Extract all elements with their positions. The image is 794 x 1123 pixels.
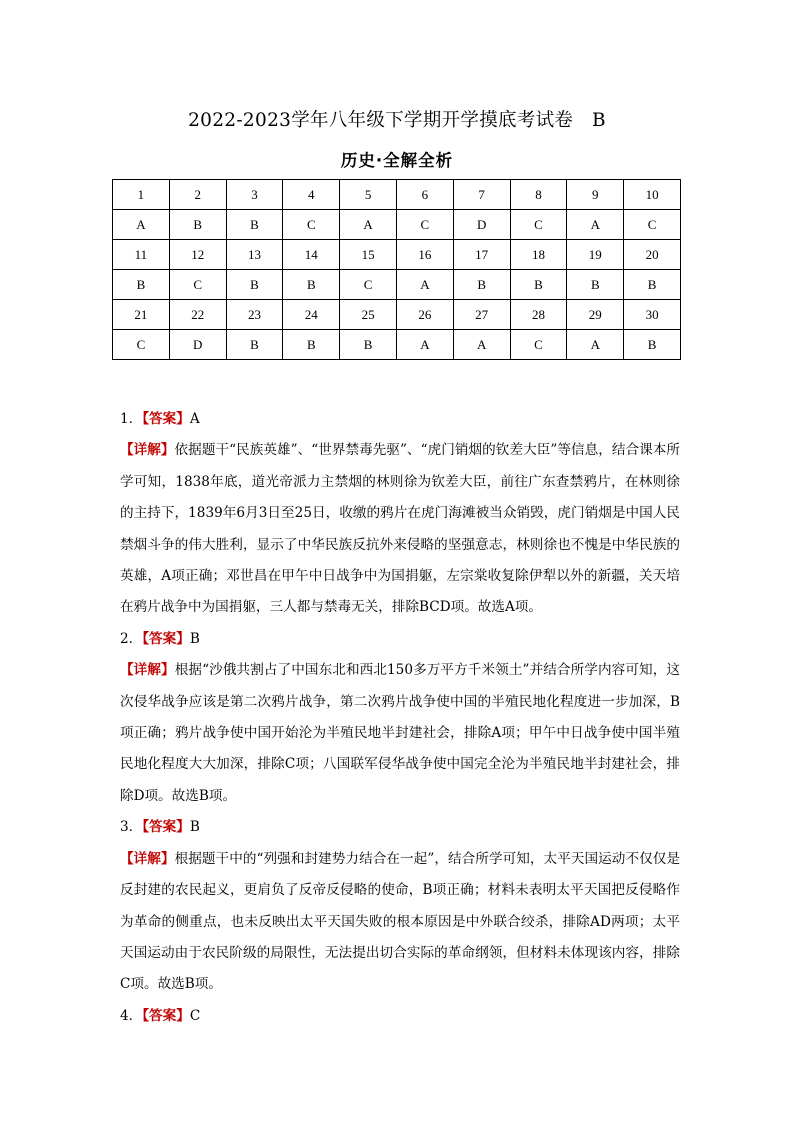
table-cell: B [510, 270, 567, 300]
table-cell: 9 [567, 180, 624, 210]
table-cell: 1 [113, 180, 170, 210]
table-cell: 13 [226, 240, 283, 270]
table-cell: 2 [169, 180, 226, 210]
table-cell: 12 [169, 240, 226, 270]
table-cell: 11 [113, 240, 170, 270]
table-cell: 18 [510, 240, 567, 270]
table-cell: 8 [510, 180, 567, 210]
answer-value: A [189, 411, 200, 427]
question-1-answer [120, 404, 680, 435]
question-1-detail [120, 435, 680, 623]
table-cell: C [283, 210, 340, 240]
table-cell: 26 [396, 300, 453, 330]
table-cell: B [567, 270, 624, 300]
table-row [113, 240, 681, 270]
table-cell: 19 [567, 240, 624, 270]
table-cell: 3 [226, 180, 283, 210]
table-cell: B [624, 330, 681, 360]
table-cell: C [169, 270, 226, 300]
table-cell: B [624, 270, 681, 300]
detail-tag: 【详解】 [120, 442, 175, 459]
table-cell: 5 [340, 180, 397, 210]
table-cell: 21 [113, 300, 170, 330]
answer-value: C [189, 1007, 201, 1024]
answer-tag: 【答案】 [142, 819, 190, 836]
table-row [113, 210, 681, 240]
question-3-detail [120, 844, 680, 1001]
table-cell: D [169, 330, 226, 360]
table-cell: A [396, 270, 453, 300]
table-cell: A [567, 330, 624, 360]
detail-text: 根据题干中的“列强和封建势力结合在一起”，结合所学可知，太平天国运动不仅仅是反封建的农民起义，更肩负了反帝反侵略的使命，B项正确；材料未表明太平天国把反侵略作为革命的侧重点，也未反映出太平天国失败的根本原因是中外联合绞杀，排除AD两项；太平天国运动由于农民阶级的局限性，无法提出切合实际的革命纲领，但材料未体现该内容，排除C项。故选B项。 [120, 850, 680, 993]
table-cell: C [113, 330, 170, 360]
question-number: 3． [120, 819, 143, 836]
table-cell: 17 [453, 240, 510, 270]
detail-tag: 【详解】 [120, 662, 175, 679]
page-subtitle: 历史·全解全析 [340, 151, 454, 170]
answer-tag: 【答案】 [142, 1007, 190, 1024]
question-3-answer [120, 812, 680, 843]
table-cell: 10 [624, 180, 681, 210]
table-cell: B [113, 270, 170, 300]
table-row [113, 330, 681, 360]
answer-value: B [189, 630, 200, 647]
table-cell: 29 [567, 300, 624, 330]
answer-table [112, 179, 681, 360]
table-cell: B [283, 330, 340, 360]
table-cell: B [453, 270, 510, 300]
answer-value: B [189, 819, 200, 836]
explanations [120, 404, 680, 1032]
table-cell: 4 [283, 180, 340, 210]
table-cell: C [510, 330, 567, 360]
table-cell: 22 [169, 300, 226, 330]
table-cell: A [340, 210, 397, 240]
detail-text: 根据“沙俄共割占了中国东北和西北150多万平方千米领土”并结合所学内容可知，这次侵华战争应该是第二次鸦片战争，第二次鸦片战争使中国的半殖民地化程度进一步加深，B项正确；鸦片战争使中国开始沦为半殖民地半封建社会，排除A项；甲午中日战争使中国半殖民地化程度大大加深，排除C项；八国联军侵华战争使中国完全沦为半殖民地半封建社会，排除D项。故选B项。 [120, 662, 680, 804]
table-cell: 23 [226, 300, 283, 330]
table-cell: A [453, 330, 510, 360]
table-cell: 24 [283, 300, 340, 330]
question-2-answer [120, 624, 680, 655]
table-cell: 28 [510, 300, 567, 330]
table-cell: C [340, 270, 397, 300]
table-cell: B [340, 330, 397, 360]
question-4-answer [120, 1001, 680, 1032]
question-number: 4． [120, 1007, 143, 1024]
table-cell: 30 [624, 300, 681, 330]
table-cell: C [396, 210, 453, 240]
detail-tag: 【详解】 [120, 850, 175, 867]
question-number: 1． [120, 411, 143, 427]
table-cell: A [113, 210, 170, 240]
table-cell: 15 [340, 240, 397, 270]
table-cell: 20 [624, 240, 681, 270]
table-row [113, 270, 681, 300]
table-cell: C [510, 210, 567, 240]
table-cell: B [169, 210, 226, 240]
table-cell: B [226, 330, 283, 360]
page-title: 2022-2023学年八年级下学期开学摸底考试卷 B [188, 110, 606, 131]
table-cell: 14 [283, 240, 340, 270]
table-row [113, 300, 681, 330]
question-number: 2． [120, 630, 143, 647]
question-2-detail [120, 655, 680, 812]
detail-text: 依据题干“民族英雄”、“世界禁毒先驱”、“虎门销烟的钦差大臣”等信息，结合课本所学可知，1838年底，道光帝派力主禁烟的林则徐为钦差大臣，前往广东查禁鸦片，在林则徐的主持下，1839年6月3日至25日，收缴的鸦片在虎门海滩被当众销毁，虎门销烟是中国人民禁烟斗争的伟大胜利，显示了中华民族反抗外来侵略的坚强意志，林则徐也不愧是中华民族的英雄，A项正确；邓世昌在甲午中日战争中为国捐躯，左宗棠收复除伊犁以外的新疆，关天培在鸦片战争中为国捐躯，三人都与禁毒无关，排除BCD项。故选A项。 [120, 442, 681, 616]
table-cell: B [226, 270, 283, 300]
table-cell: 16 [396, 240, 453, 270]
answer-tag: 【答案】 [142, 411, 190, 427]
table-cell: B [226, 210, 283, 240]
table-cell: 7 [453, 180, 510, 210]
table-cell: 25 [340, 300, 397, 330]
table-cell: C [624, 210, 681, 240]
table-cell: B [283, 270, 340, 300]
table-cell: A [396, 330, 453, 360]
table-cell: A [567, 210, 624, 240]
answer-tag: 【答案】 [142, 630, 190, 647]
table-row [113, 180, 681, 210]
table-cell: D [453, 210, 510, 240]
table-cell: 6 [396, 180, 453, 210]
table-cell: 27 [453, 300, 510, 330]
